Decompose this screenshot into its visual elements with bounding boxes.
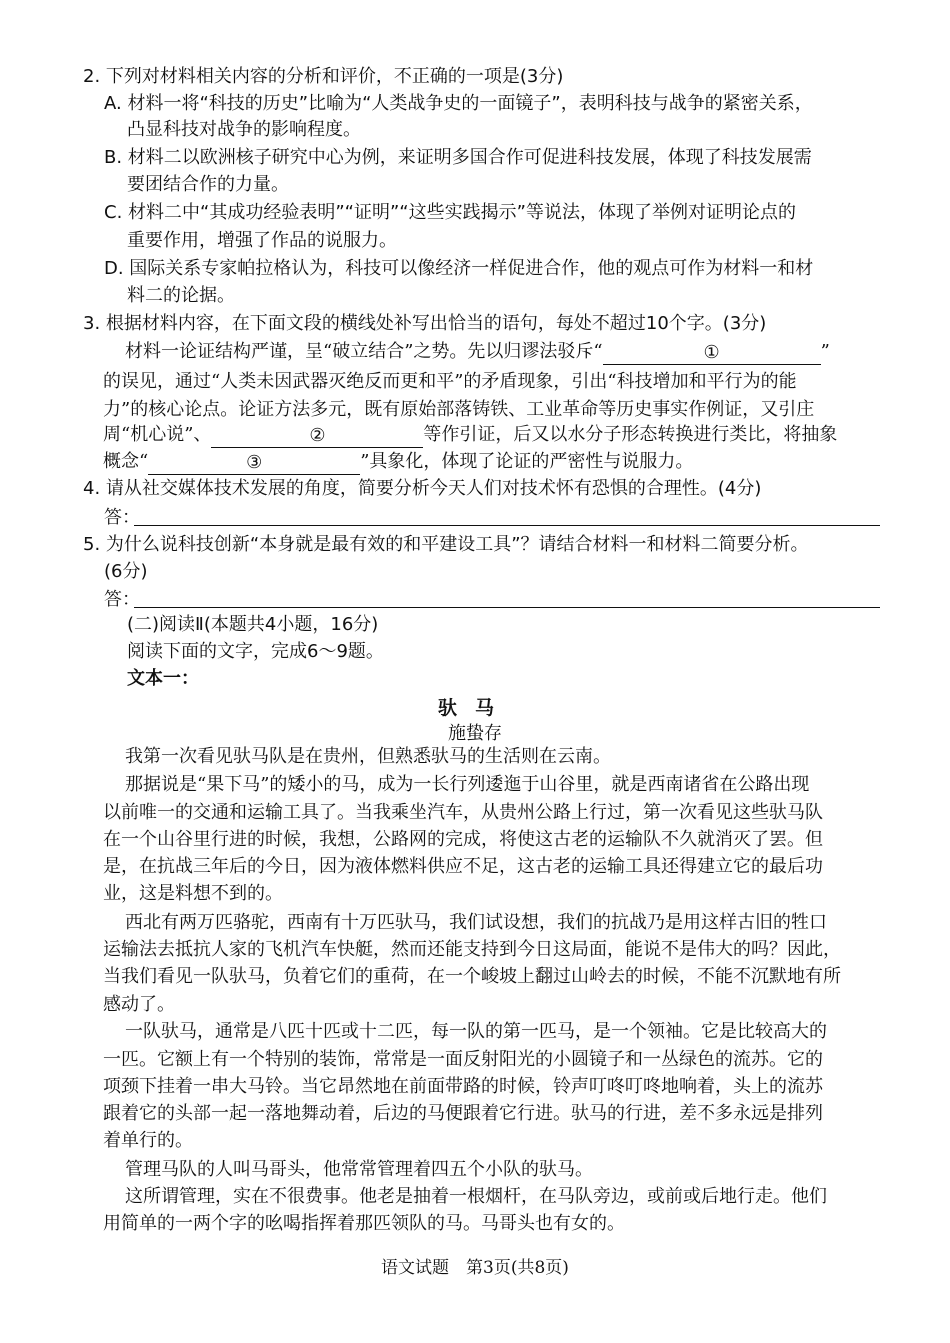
q2-option-a-line1: A. 材料一将“科技的历史”比喻为“人类战争史的一面镜子”，表明科技与战争的紧密关系， — [104, 93, 813, 114]
q2-option-b-line1: B. 材料二以欧洲核子研究中心为例，来证明多国合作可促进科技发展，体现了科技发展需 — [104, 147, 812, 168]
q5-answer-label: 答： — [104, 589, 140, 610]
article-line: 那据说是“果下马”的矮小的马，成为一长行列逶迤于山谷里，就是西南诸省在公路出现 — [125, 774, 810, 795]
q4-answer-label: 答： — [104, 507, 140, 528]
page-footer: 语文试题 第3页(共8页) — [381, 1258, 569, 1278]
blank-2[interactable]: ② — [211, 423, 423, 448]
q2-stem: 2. 下列对材料相关内容的分析和评价，不正确的一项是(3分) — [83, 66, 564, 87]
q5-stem-line2: (6分) — [104, 561, 148, 582]
article-line: 在一个山谷里行进的时候，我想，公路网的完成，将使这古老的运输队不久就消灭了罢。但 — [103, 829, 823, 850]
q4-stem: 4. 请从社交媒体技术发展的角度，简要分析今天人们对技术怀有恐惧的合理性。(4分) — [83, 478, 762, 499]
q4-answer-line[interactable] — [134, 525, 880, 526]
q2-option-b-line2: 要团结合作的力量。 — [127, 174, 289, 195]
text-label: 文本一： — [127, 668, 199, 689]
q3-passage-line4: 周“机心说”、 ② 等作引证，后又以水分子形态转换进行类比，将抽象 — [103, 424, 838, 446]
blank-1[interactable]: ① — [603, 340, 821, 365]
article-line: 西北有两万匹骆驼，西南有十万匹驮马，我们试设想，我们的抗战乃是用这样古旧的牲口 — [125, 912, 827, 933]
q3-stem: 3. 根据材料内容，在下面文段的横线处补写出恰当的语句，每处不超过10个字。(3分) — [83, 313, 767, 334]
q2-option-c-line2: 重要作用，增强了作品的说服力。 — [127, 230, 397, 251]
article-line: 着单行的。 — [103, 1130, 193, 1151]
article-line: 一匹。它额上有一个特别的装饰，常常是一面反射阳光的小圆镜子和一丛绿色的流苏。它的 — [103, 1049, 823, 1070]
article-line: 运输法去抵抗人家的飞机汽车快艇，然而还能支持到今日这局面，能说不是伟大的吗？因此， — [103, 939, 841, 960]
q2-option-a-line2: 凸显科技对战争的影响程度。 — [127, 119, 361, 140]
article-line: 这所谓管理，实在不很费事。他老是抽着一根烟杆，在马队旁边，或前或后地行走。他们 — [125, 1186, 827, 1207]
article-line: 一队驮马，通常是八匹十匹或十二匹，每一队的第一匹马，是一个领袖。它是比较高大的 — [125, 1021, 827, 1042]
q3-passage-line1: 材料一论证结构严谨，呈“破立结合”之势。先以归谬法驳斥“ ① ” — [125, 341, 830, 363]
article-line: 以前唯一的交通和运输工具了。当我乘坐汽车，从贵州公路上行过，第一次看见这些驮马队 — [103, 802, 823, 823]
article-line: 感动了。 — [103, 994, 175, 1015]
q3-passage-line3: 力”的核心论点。论证方法多元，既有原始部落铸铁、工业革命等历史事实作例证，又引庄 — [103, 399, 815, 420]
article-line: 用简单的一两个字的吆喝指挥着那匹领队的马。马哥头也有女的。 — [103, 1213, 625, 1234]
q5-answer-line[interactable] — [134, 607, 880, 608]
article-author: 施蛰存 — [448, 723, 502, 744]
q2-option-c-line1: C. 材料二中“其成功经验表明”“证明”“这些实践揭示”等说法，体现了举例对证明论点的 — [104, 202, 796, 223]
article-line: 我第一次看见驮马队是在贵州，但熟悉驮马的生活则在云南。 — [125, 746, 611, 767]
q4-answer-row[interactable] — [104, 503, 880, 529]
article-line: 是，在抗战三年后的今日，因为液体燃料供应不足，这古老的运输工具还得建立它的最后功 — [103, 856, 823, 877]
q3-passage-line5: 概念“ ③ ”具象化，体现了论证的严密性与说服力。 — [103, 451, 694, 473]
q3-passage-line2: 的误见，通过“人类未因武器灭绝反而更和平”的矛盾现象，引出“科技增加和平行为的能 — [103, 371, 797, 392]
q5-answer-row[interactable] — [104, 585, 880, 611]
article-line: 业，这是料想不到的。 — [103, 883, 283, 904]
article-line: 管理马队的人叫马哥头，他常常管理着四五个小队的驮马。 — [125, 1159, 593, 1180]
article-title: 驮马 — [437, 697, 512, 719]
article-line: 项颈下挂着一串大马铃。当它昂然地在前面带路的时候，铃声叮咚叮咚地响着，头上的流苏 — [103, 1076, 823, 1097]
blank-3[interactable]: ③ — [148, 450, 360, 475]
q5-stem-line1: 5. 为什么说科技创新“本身就是最有效的和平建设工具”？请结合材料一和材料二简要分析。 — [83, 534, 809, 555]
section-heading: (二)阅读Ⅱ(本题共4小题，16分) — [127, 614, 379, 635]
article-line: 跟着它的头部一起一落地舞动着，后边的马便跟着它行进。驮马的行进，差不多永远是排列 — [103, 1103, 823, 1124]
article-line: 当我们看见一队驮马，负着它们的重荷，在一个峻坡上翻过山岭去的时候，不能不沉默地有所 — [103, 966, 841, 987]
q2-option-d-line1: D. 国际关系专家帕拉格认为，科技可以像经济一样促进合作，他的观点可作为材料一和材 — [104, 258, 814, 279]
section-instruction: 阅读下面的文字，完成6～9题。 — [127, 641, 384, 662]
q2-option-d-line2: 料二的论据。 — [127, 285, 235, 306]
